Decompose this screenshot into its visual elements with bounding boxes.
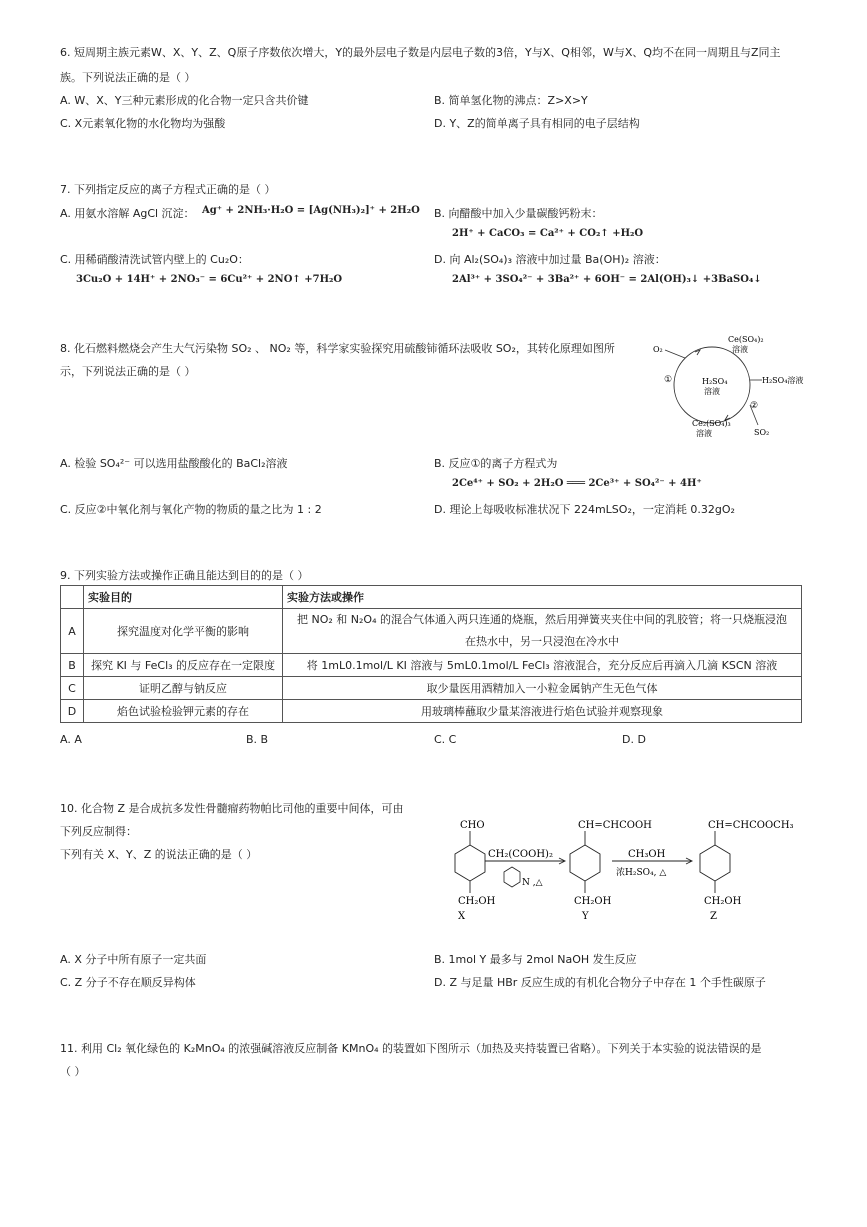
table-row	[61, 654, 802, 677]
z-benzene-ring	[700, 845, 730, 881]
q10-reaction-scheme	[440, 815, 810, 930]
q8-option-c: C. 反应②中氧化剂与氧化产物的物质的量之比为 1 : 2	[60, 503, 322, 516]
q6-option-d: D. Y、Z的简单离子具有相同的电子层结构	[434, 117, 640, 130]
q7-option-b-equation: 2H⁺ + CaCO₃ = Ca²⁺ + CO₂↑ +H₂O	[452, 228, 644, 239]
q10-stem-line1: 10. 化合物 Z 是合成抗多发性骨髓瘤药物帕比司他的重要中间体，可由	[60, 802, 404, 815]
diagram-step1: ①	[664, 375, 673, 385]
q8-stem-line2: 示，下列说法正确的是（ ）	[60, 365, 196, 378]
q7-option-b-text: B. 向醋酸中加入少量碳酸钙粉末：	[434, 207, 603, 220]
q9-option-d: D. D	[622, 733, 646, 746]
x-cho-label: CHO	[460, 820, 485, 831]
q10-stem-line3: 下列有关 X、Y、Z 的说法正确的是（ ）	[60, 848, 258, 861]
q11-stem-line2: （ ）	[60, 1065, 86, 1078]
q8-cerium-cycle-diagram	[650, 330, 820, 445]
q7-option-c-equation: 3Cu₂O + 14H⁺ + 2NO₃⁻ = 6Cu²⁺ + 2NO↑ +7H₂O	[76, 274, 343, 285]
header-cell-index	[61, 586, 84, 609]
row-method: 取少量医用酒精加入一小粒金属钠产生无色气体	[283, 677, 802, 700]
row-label: A	[61, 609, 84, 654]
q6-stem-line1: 6. 短周期主族元素W、X、Y、Z、Q原子序数依次增大，Y的最外层电子数是内层电子数的3倍，Y与X、Q相邻，W与X、Q均不在同一周期且与Z同主	[60, 46, 781, 59]
table-header-row	[61, 586, 802, 609]
diagram-o2-label: O₂	[653, 345, 663, 354]
header-cell-goal: 实验目的	[84, 586, 283, 609]
z-top-label: CH=CHCOOCH₃	[708, 820, 794, 831]
header-cell-method: 实验方法或操作	[283, 586, 802, 609]
row-label: C	[61, 677, 84, 700]
q8-option-d: D. 理论上每吸收标准状况下 224mLSO₂，一定消耗 0.32gO₂	[434, 503, 735, 516]
row-goal: 探究温度对化学平衡的影响	[84, 609, 283, 654]
table-row	[61, 609, 802, 654]
pyridine-icon	[504, 867, 520, 887]
arrow2-reagent: CH₃OH	[628, 849, 666, 860]
x-benzene-ring	[455, 845, 485, 881]
diagram-ce4-label: Ce(SO₄)₂	[728, 335, 764, 344]
z-ch2oh-label: CH₂OH	[704, 896, 742, 907]
row-method	[283, 609, 802, 654]
diagram-center-solution: 溶液	[704, 387, 720, 396]
row-method: 将 1mL0.1mol/L KI 溶液与 5mL0.1mol/L FeCl₃ 溶液混合，充分反应后再滴入几滴 KSCN 溶液	[283, 654, 802, 677]
q6-stem-line2: 族。下列说法正确的是（ ）	[60, 71, 196, 84]
q9-stem: 9. 下列实验方法或操作正确且能达到目的的是（ ）	[60, 569, 309, 582]
table-row	[61, 700, 802, 723]
row-method-line1: 把 NO₂ 和 N₂O₄ 的混合气体通入两只连通的烧瓶，然后用弹簧夹夹住中间的乳胶管；将一只烧瓶浸泡	[297, 613, 787, 626]
diagram-so2-label: SO₂	[754, 428, 770, 437]
q8-stem-line1: 8. 化石燃料燃烧会产生大气污染物 SO₂ 、 NO₂ 等，科学家实验探究用硫酸铈循环法吸收 SO₂，其转化原理如图所	[60, 342, 615, 355]
diagram-center-label: H₂SO₄	[702, 377, 728, 386]
y-ch2oh-label: CH₂OH	[574, 896, 612, 907]
o2-arrow	[665, 350, 685, 358]
x-compound-label: X	[458, 911, 466, 922]
q7-stem: 7. 下列指定反应的离子方程式正确的是（ ）	[60, 183, 276, 196]
q9-experiment-table	[60, 585, 802, 723]
q6-option-b: B. 简单氢化物的沸点：Z>X>Y	[434, 94, 588, 107]
z-compound-label: Z	[710, 911, 717, 922]
q7-option-a-equation: Ag⁺ + 2NH₃·H₂O = [Ag(NH₃)₂]⁺ + 2H₂O	[202, 205, 420, 216]
q10-option-c: C. Z 分子不存在顺反异构体	[60, 976, 196, 989]
q8-option-b-equation: 2Ce⁴⁺ + SO₂ + 2H₂O ═══ 2Ce³⁺ + SO₄²⁻ + 4H⁺	[452, 478, 702, 489]
diagram-ce3-solution: 溶液	[696, 429, 712, 438]
q8-option-a: A. 检验 SO₄²⁻ 可以选用盐酸酸化的 BaCl₂溶液	[60, 457, 288, 470]
q10-option-d: D. Z 与足量 HBr 反应生成的有机化合物分子中存在 1 个手性碳原子	[434, 976, 766, 989]
y-top-label: CH=CHCOOH	[578, 820, 652, 831]
q7-option-d-equation: 2Al³⁺ + 3SO₄²⁻ + 3Ba²⁺ + 6OH⁻ = 2Al(OH)₃↓ +3BaSO₄↓	[452, 274, 762, 285]
y-benzene-ring	[570, 845, 600, 881]
row-goal: 探究 KI 与 FeCl₃ 的反应存在一定限度	[84, 654, 283, 677]
row-goal: 焰色试验检验钾元素的存在	[84, 700, 283, 723]
x-ch2oh-label: CH₂OH	[458, 896, 496, 907]
arrow1-condition: N ,△	[522, 878, 543, 888]
arrow2-condition: 浓H₂SO₄, △	[616, 868, 667, 878]
arrow1-reagent: CH₂(COOH)₂	[488, 849, 553, 860]
q10-option-b: B. 1mol Y 最多与 2mol NaOH 发生反应	[434, 953, 637, 966]
q7-option-d-text: D. 向 Al₂(SO₄)₃ 溶液中加过量 Ba(OH)₂ 溶液：	[434, 253, 666, 266]
q11-stem-line1: 11. 利用 Cl₂ 氧化绿色的 K₂MnO₄ 的浓强碱溶液反应制备 KMnO₄ 的装置如下图所示（加热及夹持装置已省略）。下列关于本实验的说法错误的是	[60, 1042, 762, 1055]
table-row	[61, 677, 802, 700]
diagram-h2so4-label: H₂SO₄溶液	[762, 376, 804, 385]
diagram-ce4-solution: 溶液	[732, 345, 748, 354]
diagram-ce3-label: Ce₂(SO₄)₃	[692, 419, 731, 428]
row-label: B	[61, 654, 84, 677]
row-label: D	[61, 700, 84, 723]
q9-option-a: A. A	[60, 733, 82, 746]
q9-option-c: C. C	[434, 733, 457, 746]
q7-option-c-text: C. 用稀硝酸清洗试管内壁上的 Cu₂O：	[60, 253, 249, 266]
q10-stem-line2: 下列反应制得：	[60, 825, 137, 838]
diagram-step2: ②	[750, 401, 759, 411]
q7-option-a-text: A. 用氨水溶解 AgCl 沉淀：	[60, 207, 195, 220]
row-method: 用玻璃棒蘸取少量某溶液进行焰色试验并观察现象	[283, 700, 802, 723]
y-compound-label: Y	[582, 911, 589, 922]
q10-option-a: A. X 分子中所有原子一定共面	[60, 953, 207, 966]
row-method-line2: 在热水中，另一只浸泡在冷水中	[465, 635, 619, 648]
row-goal: 证明乙醇与钠反应	[84, 677, 283, 700]
q6-option-a: A. W、X、Y三种元素形成的化合物一定只含共价键	[60, 94, 309, 107]
q6-option-c: C. X元素氧化物的水化物均为强酸	[60, 117, 226, 130]
q8-option-b-text: B. 反应①的离子方程式为	[434, 457, 558, 470]
q9-option-b: B. B	[246, 733, 269, 746]
